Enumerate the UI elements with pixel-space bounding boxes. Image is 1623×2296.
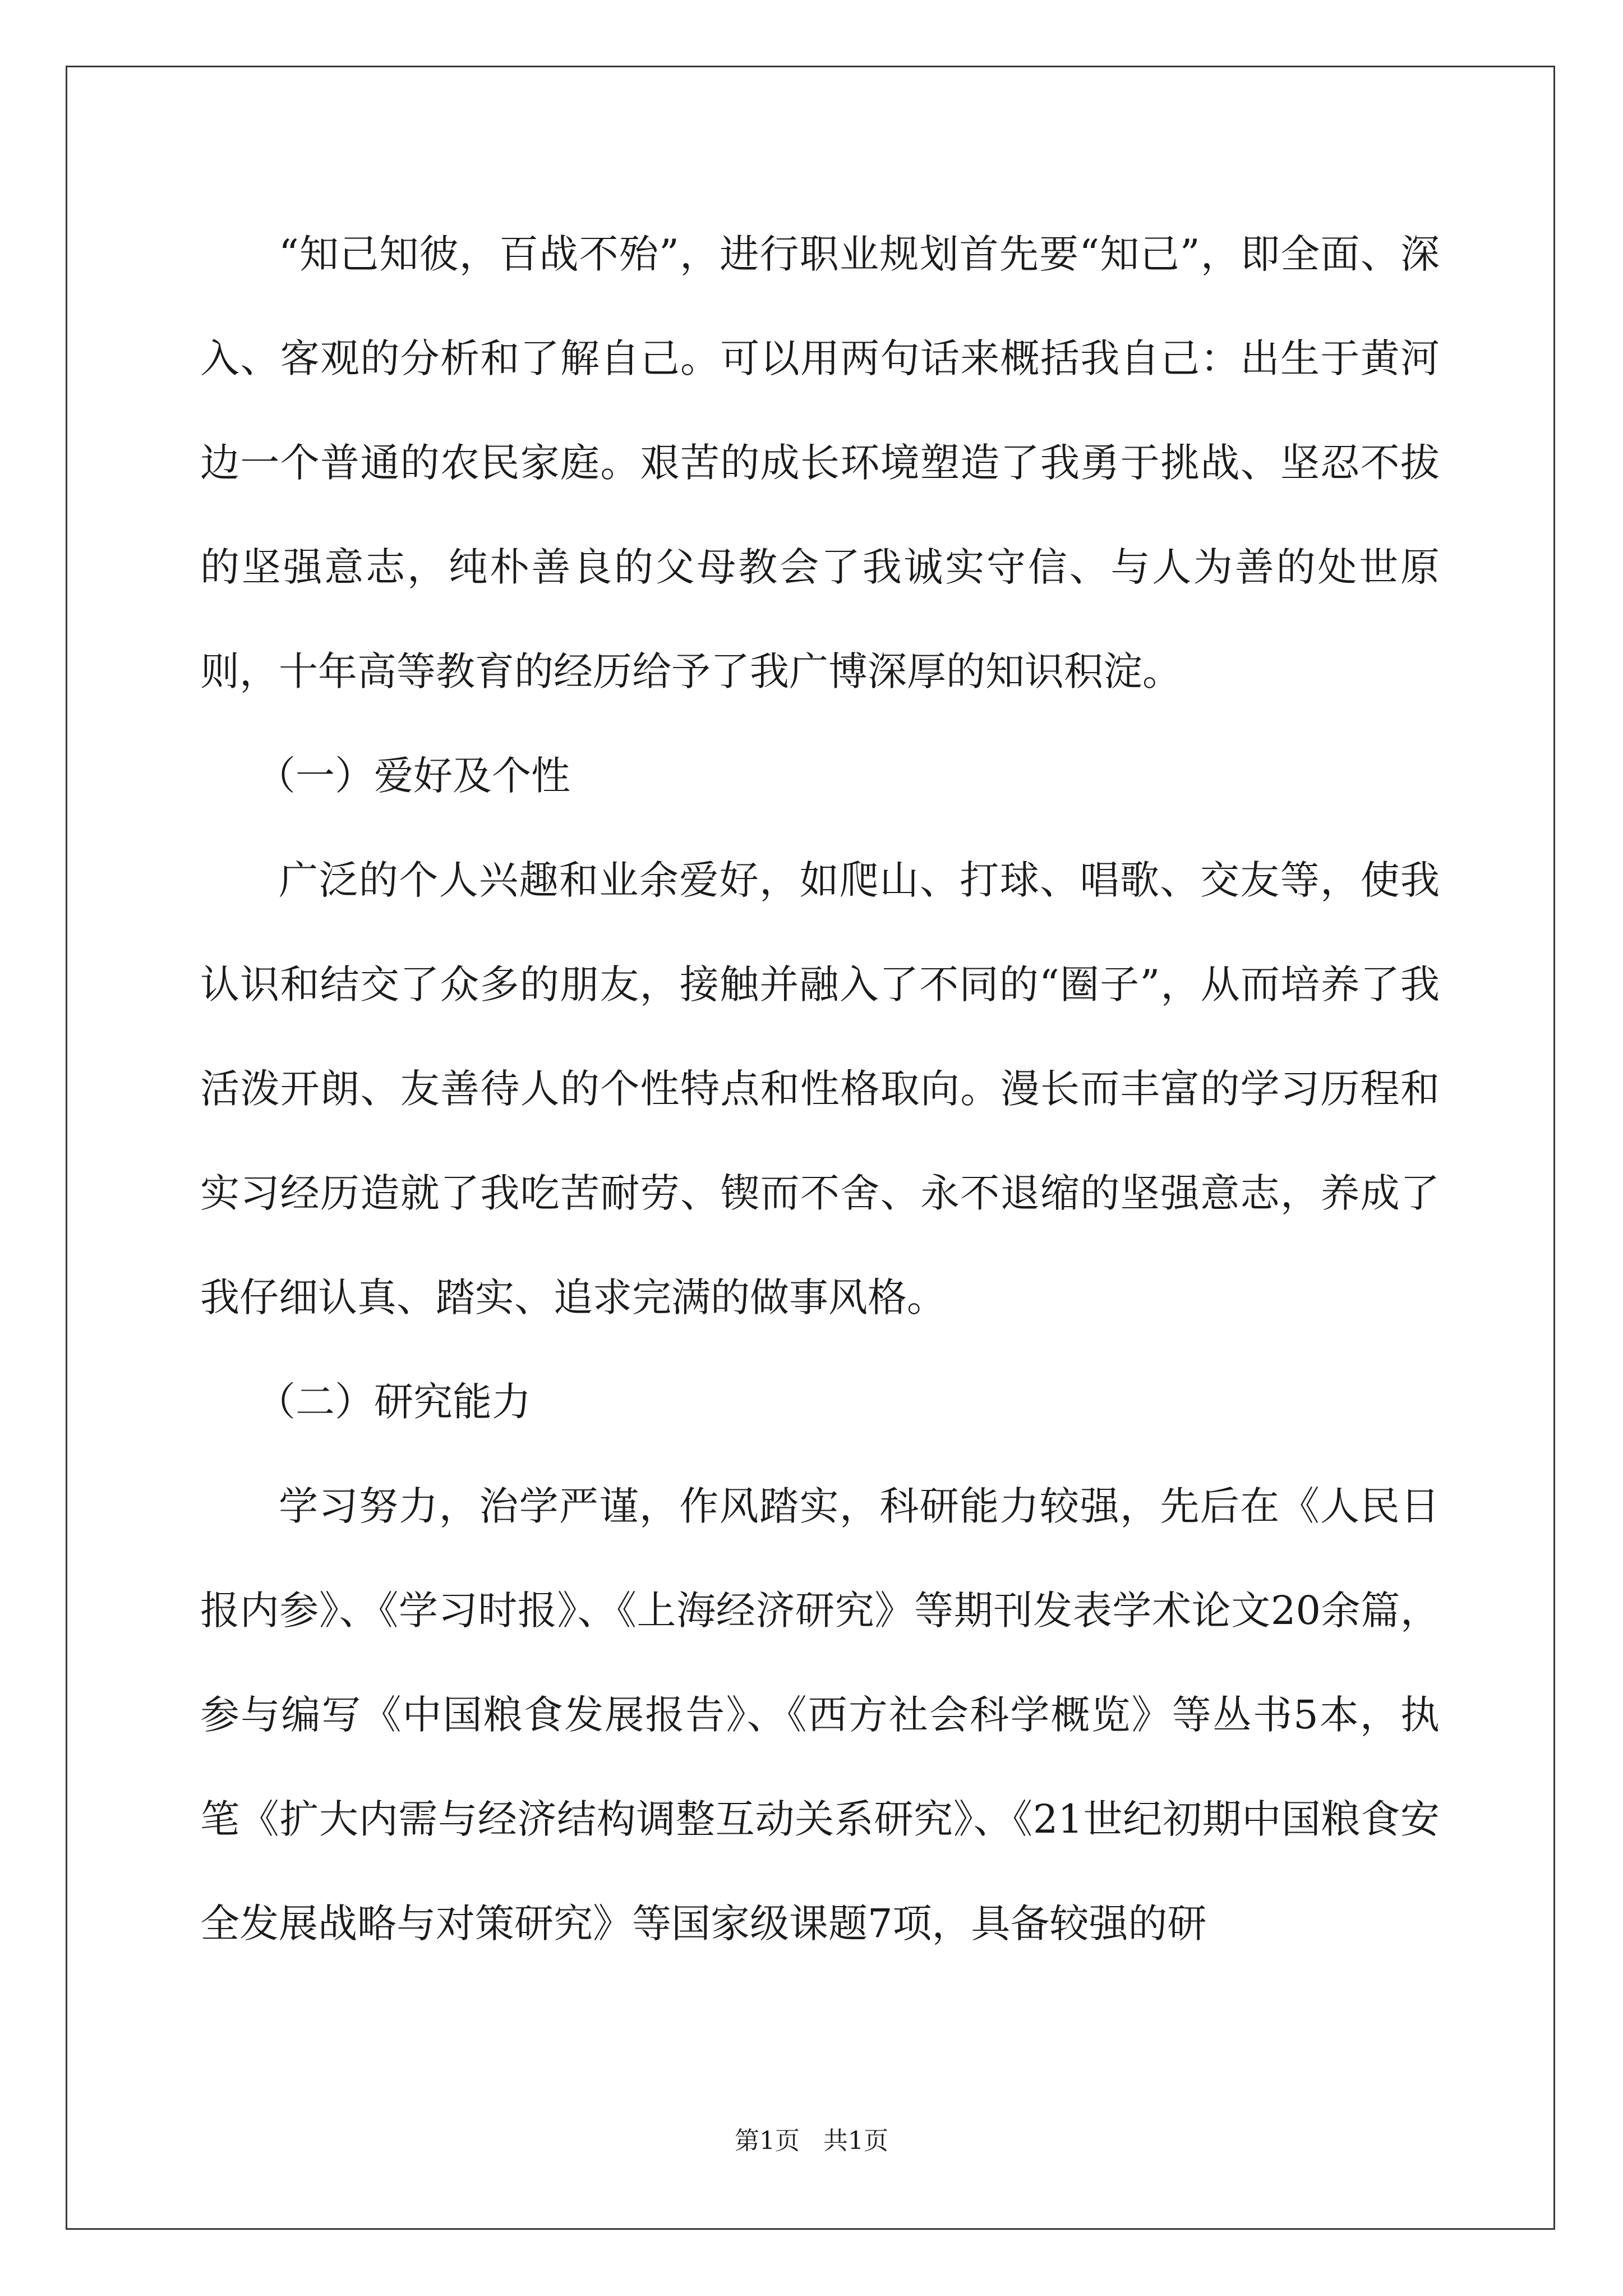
section-heading-hobbies: （一）爱好及个性 xyxy=(256,753,570,799)
footer-spacer xyxy=(800,2127,823,2155)
paragraph-hobbies: 广泛的个人兴趣和业余爱好，如爬山、打球、唱歌、交友等，使我认识和结交了众多的朋友，接触并融入了不同的“圈子”，从而培养了我活泼开朗、友善待人的个性特点和性格取向。漫长而丰富的学习历程和实习经历造就了我吃苦耐劳、锲而不舍、永不退缩的坚强意志，养成了我仔细认真、踏实、追求完满的做事风格。 xyxy=(200,857,1440,1320)
page-total: 共1页 xyxy=(823,2127,888,2155)
paragraph-research: 学习努力，治学严谨，作风踏实，科研能力较强，先后在《人民日报内参》、《学习时报》、《上海经济研究》等期刊发表学术论文20余篇，参与编写《中国粮食发展报告》、《西方社会科学概览》等丛书5本，执笔《扩大内需与经济结构调整互动关系研究》、《21世纪初期中国粮食安全发展战略与对策研究》等国家级课题7项，具备较强的研 xyxy=(200,1483,1440,1947)
document-body xyxy=(200,202,1440,1976)
section-heading-research: （二）研究能力 xyxy=(256,1379,531,1425)
page-number: 第1页 xyxy=(735,2127,800,2155)
page-footer xyxy=(0,2124,1623,2158)
paragraph-self-knowledge: “知己知彼，百战不殆”，进行职业规划首先要“知己”，即全面、深入、客观的分析和了解自己。可以用两句话来概括我自己：出生于黄河边一个普通的农民家庭。艰苦的成长环境塑造了我勇于挑战、坚忍不拔的坚强意志，纯朴善良的父母教会了我诚实守信、与人为善的处世原则，十年高等教育的经历给予了我广博深厚的知识积淀。 xyxy=(200,231,1440,694)
